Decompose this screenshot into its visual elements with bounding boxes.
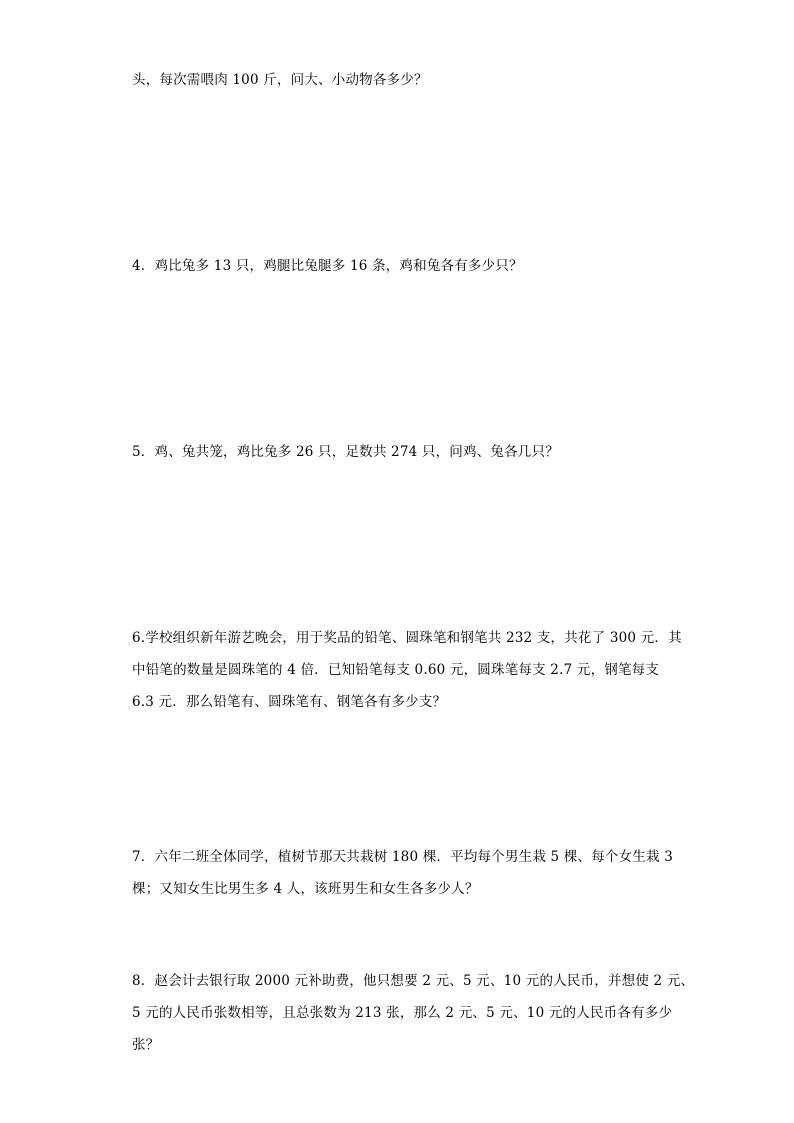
question-8-line-1: 8．赵会计去银行取 2000 元补助费，他只想要 2 元、5 元、10 元的人民币，并想使 2 元、 bbox=[132, 973, 695, 989]
question-6-line-2: 中铅笔的数量是圆珠笔的 4 倍．已知铅笔每支 0.60 元，圆珠笔每支 2.7 元，钢笔每支 bbox=[132, 662, 660, 678]
question-6-line-3: 6.3 元．那么铅笔有、圆珠笔有、钢笔各有多少支？ bbox=[132, 694, 447, 710]
question-5: 5．鸡、兔共笼，鸡比兔多 26 只，足数共 274 只，问鸡、兔各几只？ bbox=[132, 444, 559, 460]
question-4: 4．鸡比兔多 13 只，鸡腿比兔腿多 16 条，鸡和兔各有多少只？ bbox=[132, 258, 523, 274]
question-8-line-3: 张？ bbox=[132, 1037, 160, 1053]
question-7-line-1: 7．六年二班全体同学，植树节那天共栽树 180 棵．平均每个男生栽 5 棵、每个女生栽 3 bbox=[132, 849, 673, 865]
question-3-continuation: 头，每次需喂肉 100 斤，问大、小动物各多少？ bbox=[132, 72, 428, 88]
question-7-line-2: 棵；又知女生比男生多 4 人，该班男生和女生各多少人？ bbox=[132, 881, 479, 897]
question-8-line-2: 5 元的人民币张数相等，且总张数为 213 张，那么 2 元、5 元、10 元的人民币各有多少 bbox=[132, 1005, 673, 1021]
question-6-line-1: 6.学校组织新年游艺晚会，用于奖品的铅笔、圆珠笔和钢笔共 232 支，共花了 300 元．其 bbox=[132, 630, 682, 646]
